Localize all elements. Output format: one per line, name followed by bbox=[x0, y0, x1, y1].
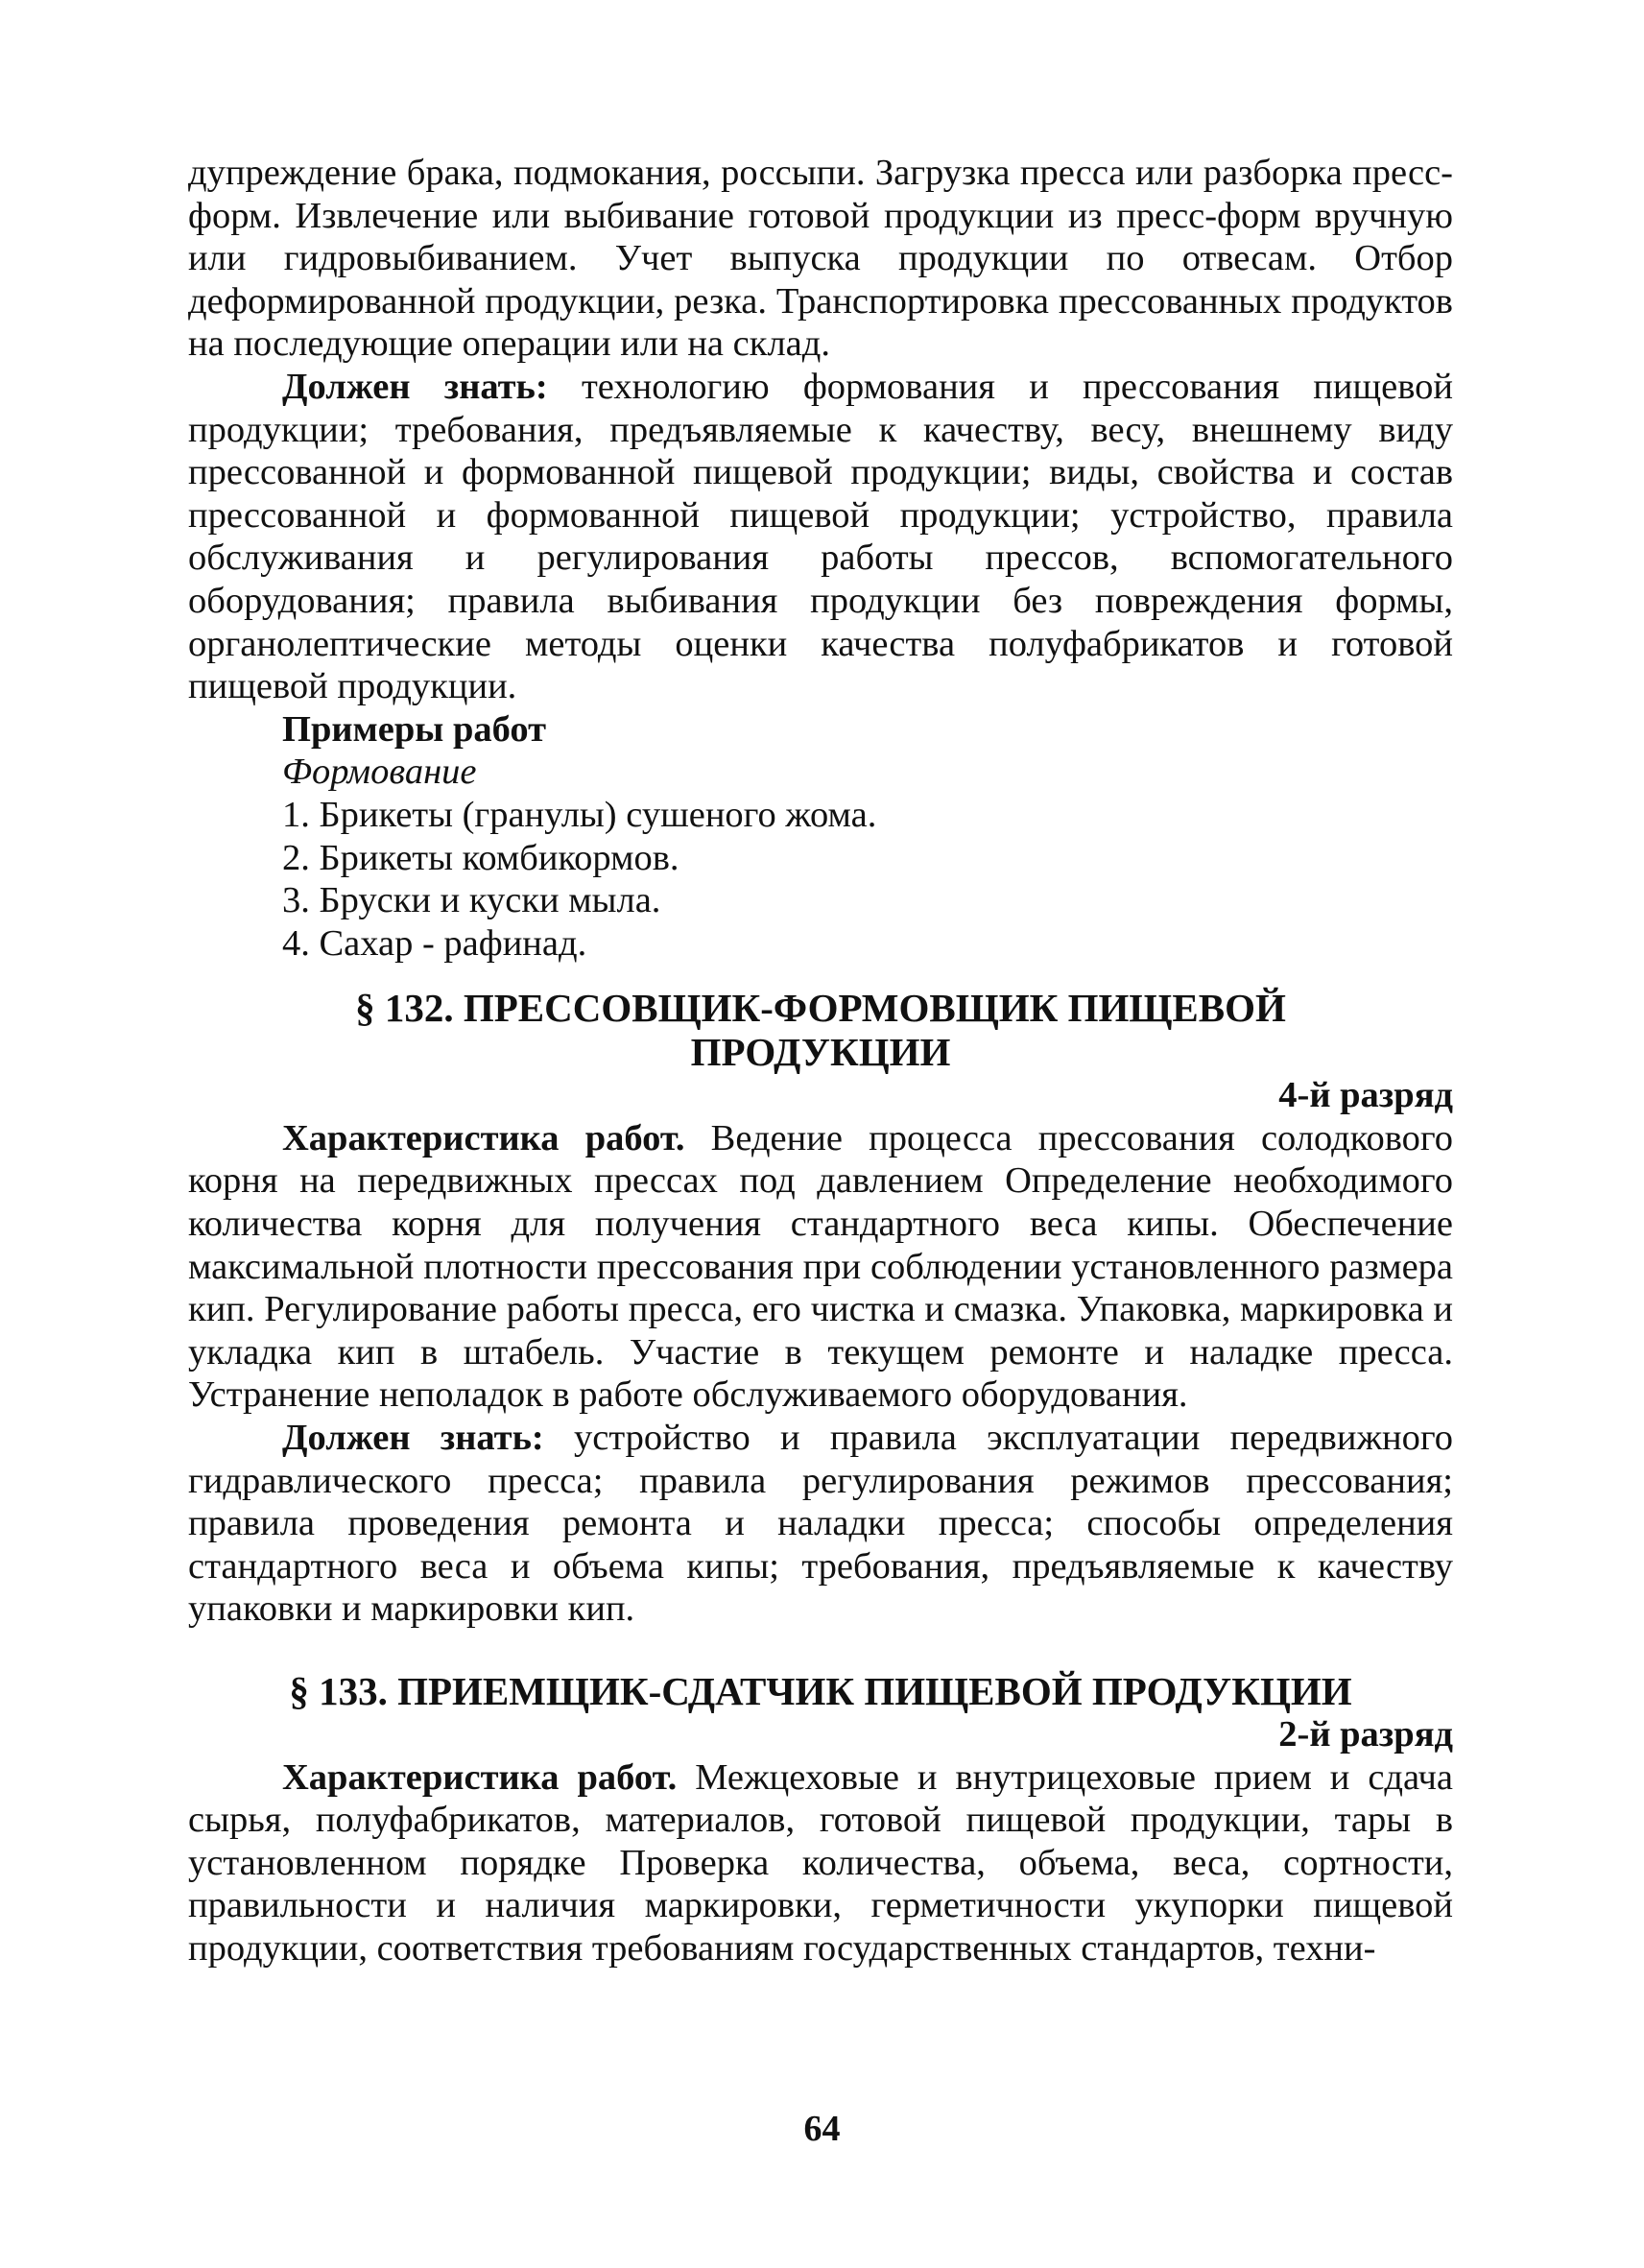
list-item: 3. Бруски и куски мыла. bbox=[282, 880, 661, 921]
examples-list bbox=[188, 794, 1453, 965]
section-132-grade: 4-й разряд bbox=[1278, 1075, 1453, 1116]
list-item: 4. Сахар - рафинад. bbox=[282, 922, 587, 964]
characteristics-label: Характеристика работ. bbox=[282, 1756, 678, 1798]
characteristics-text: Ведение процесса прессования солодкового корня на передвижных прессах под давлением Определение необходимого количества корня для получения стандартного веса кипы. Обеспечение максимальной плотности прессования при соблюдении установленного размера кип. Регулирование работы пресса, его чистка и смазка. Упаковка, маркировка и укладка кип в штабель. Участие в текущем ремонте и наладке пресса. Устранение неполадок в работе обслуживаемого оборудования. bbox=[188, 1117, 1453, 1416]
page-number: 64 bbox=[803, 2109, 841, 2149]
must-know-text: технологию формования и прессования пищевой продукции; требования, предъявляемые к качеству, весу, внешнему виду прессованной и формованной пищевой продукции; виды, свойства и состав прессованной и формованной пищевой продукции; устройство, правила обслуживания и регулирования работы прессов, вспомогательного оборудования; правила выбивания продукции без повреждения формы, органолептические методы оценки качества полуфабрикатов и готовой пищевой продукции. bbox=[188, 366, 1453, 707]
section-133-characteristics bbox=[188, 1756, 1453, 1970]
must-know-text: устройство и правила эксплуатации передвижного гидравлического пресса; правила регулирования режимов прессования; правила проведения ремонта и наладки пресса; способы определения стандартного веса и объема кипы; требования, предъявляемые к качеству упаковки и маркировки кип. bbox=[188, 1418, 1453, 1630]
document-page bbox=[188, 152, 1453, 1970]
spacer bbox=[188, 1631, 1453, 1669]
examples-subheading: Формование bbox=[282, 752, 477, 793]
section-133-title: § 133. ПРИЕМЩИК-СДАТЧИК ПИЩЕВОЙ ПРОДУКЦИИ bbox=[289, 1669, 1352, 1713]
intro-paragraph: дупреждение брака, подмокания, россыпи. Загрузка пресса или разборка пресс-форм. Извлечение или выбивание готовой продукции из пресс-форм вручную или гидровыбиванием. Учет выпуска продукции по отвесам. Отбор деформированной продукции, резка. Транспортировка прессованных продуктов на последующие операции или на склад. bbox=[188, 153, 1453, 365]
section-132-title-line1: § 132. ПРЕССОВЩИК-ФОРМОВЩИК ПИЩЕВОЙ bbox=[355, 986, 1286, 1031]
section-132-characteristics bbox=[188, 1117, 1453, 1417]
must-know-paragraph bbox=[188, 366, 1453, 708]
must-know-label: Должен знать: bbox=[282, 366, 548, 407]
section-132-must-know bbox=[188, 1417, 1453, 1631]
examples-heading: Примеры работ bbox=[282, 708, 547, 750]
section-132-title-line2: ПРОДУКЦИИ bbox=[690, 1030, 951, 1075]
list-item: 2. Брикеты комбикормов. bbox=[282, 837, 679, 878]
section-133-grade: 2-й разряд bbox=[1278, 1714, 1453, 1755]
spacer bbox=[188, 965, 1453, 986]
must-know-label: Должен знать: bbox=[282, 1418, 544, 1459]
list-item: 1. Брикеты (гранулы) сушеного жома. bbox=[282, 794, 877, 835]
characteristics-text: Межцеховые и внутрицеховые прием и сдача сырья, полуфабрикатов, материалов, готовой пищевой продукции, тары в установленном порядке Проверка количества, объема, веса, сортности, правильности и наличия маркировки, герметичности укупорки пищевой продукции, соответствия требованиям государственных стандартов, техни- bbox=[188, 1756, 1453, 1969]
characteristics-label: Характеристика работ. bbox=[282, 1117, 685, 1158]
